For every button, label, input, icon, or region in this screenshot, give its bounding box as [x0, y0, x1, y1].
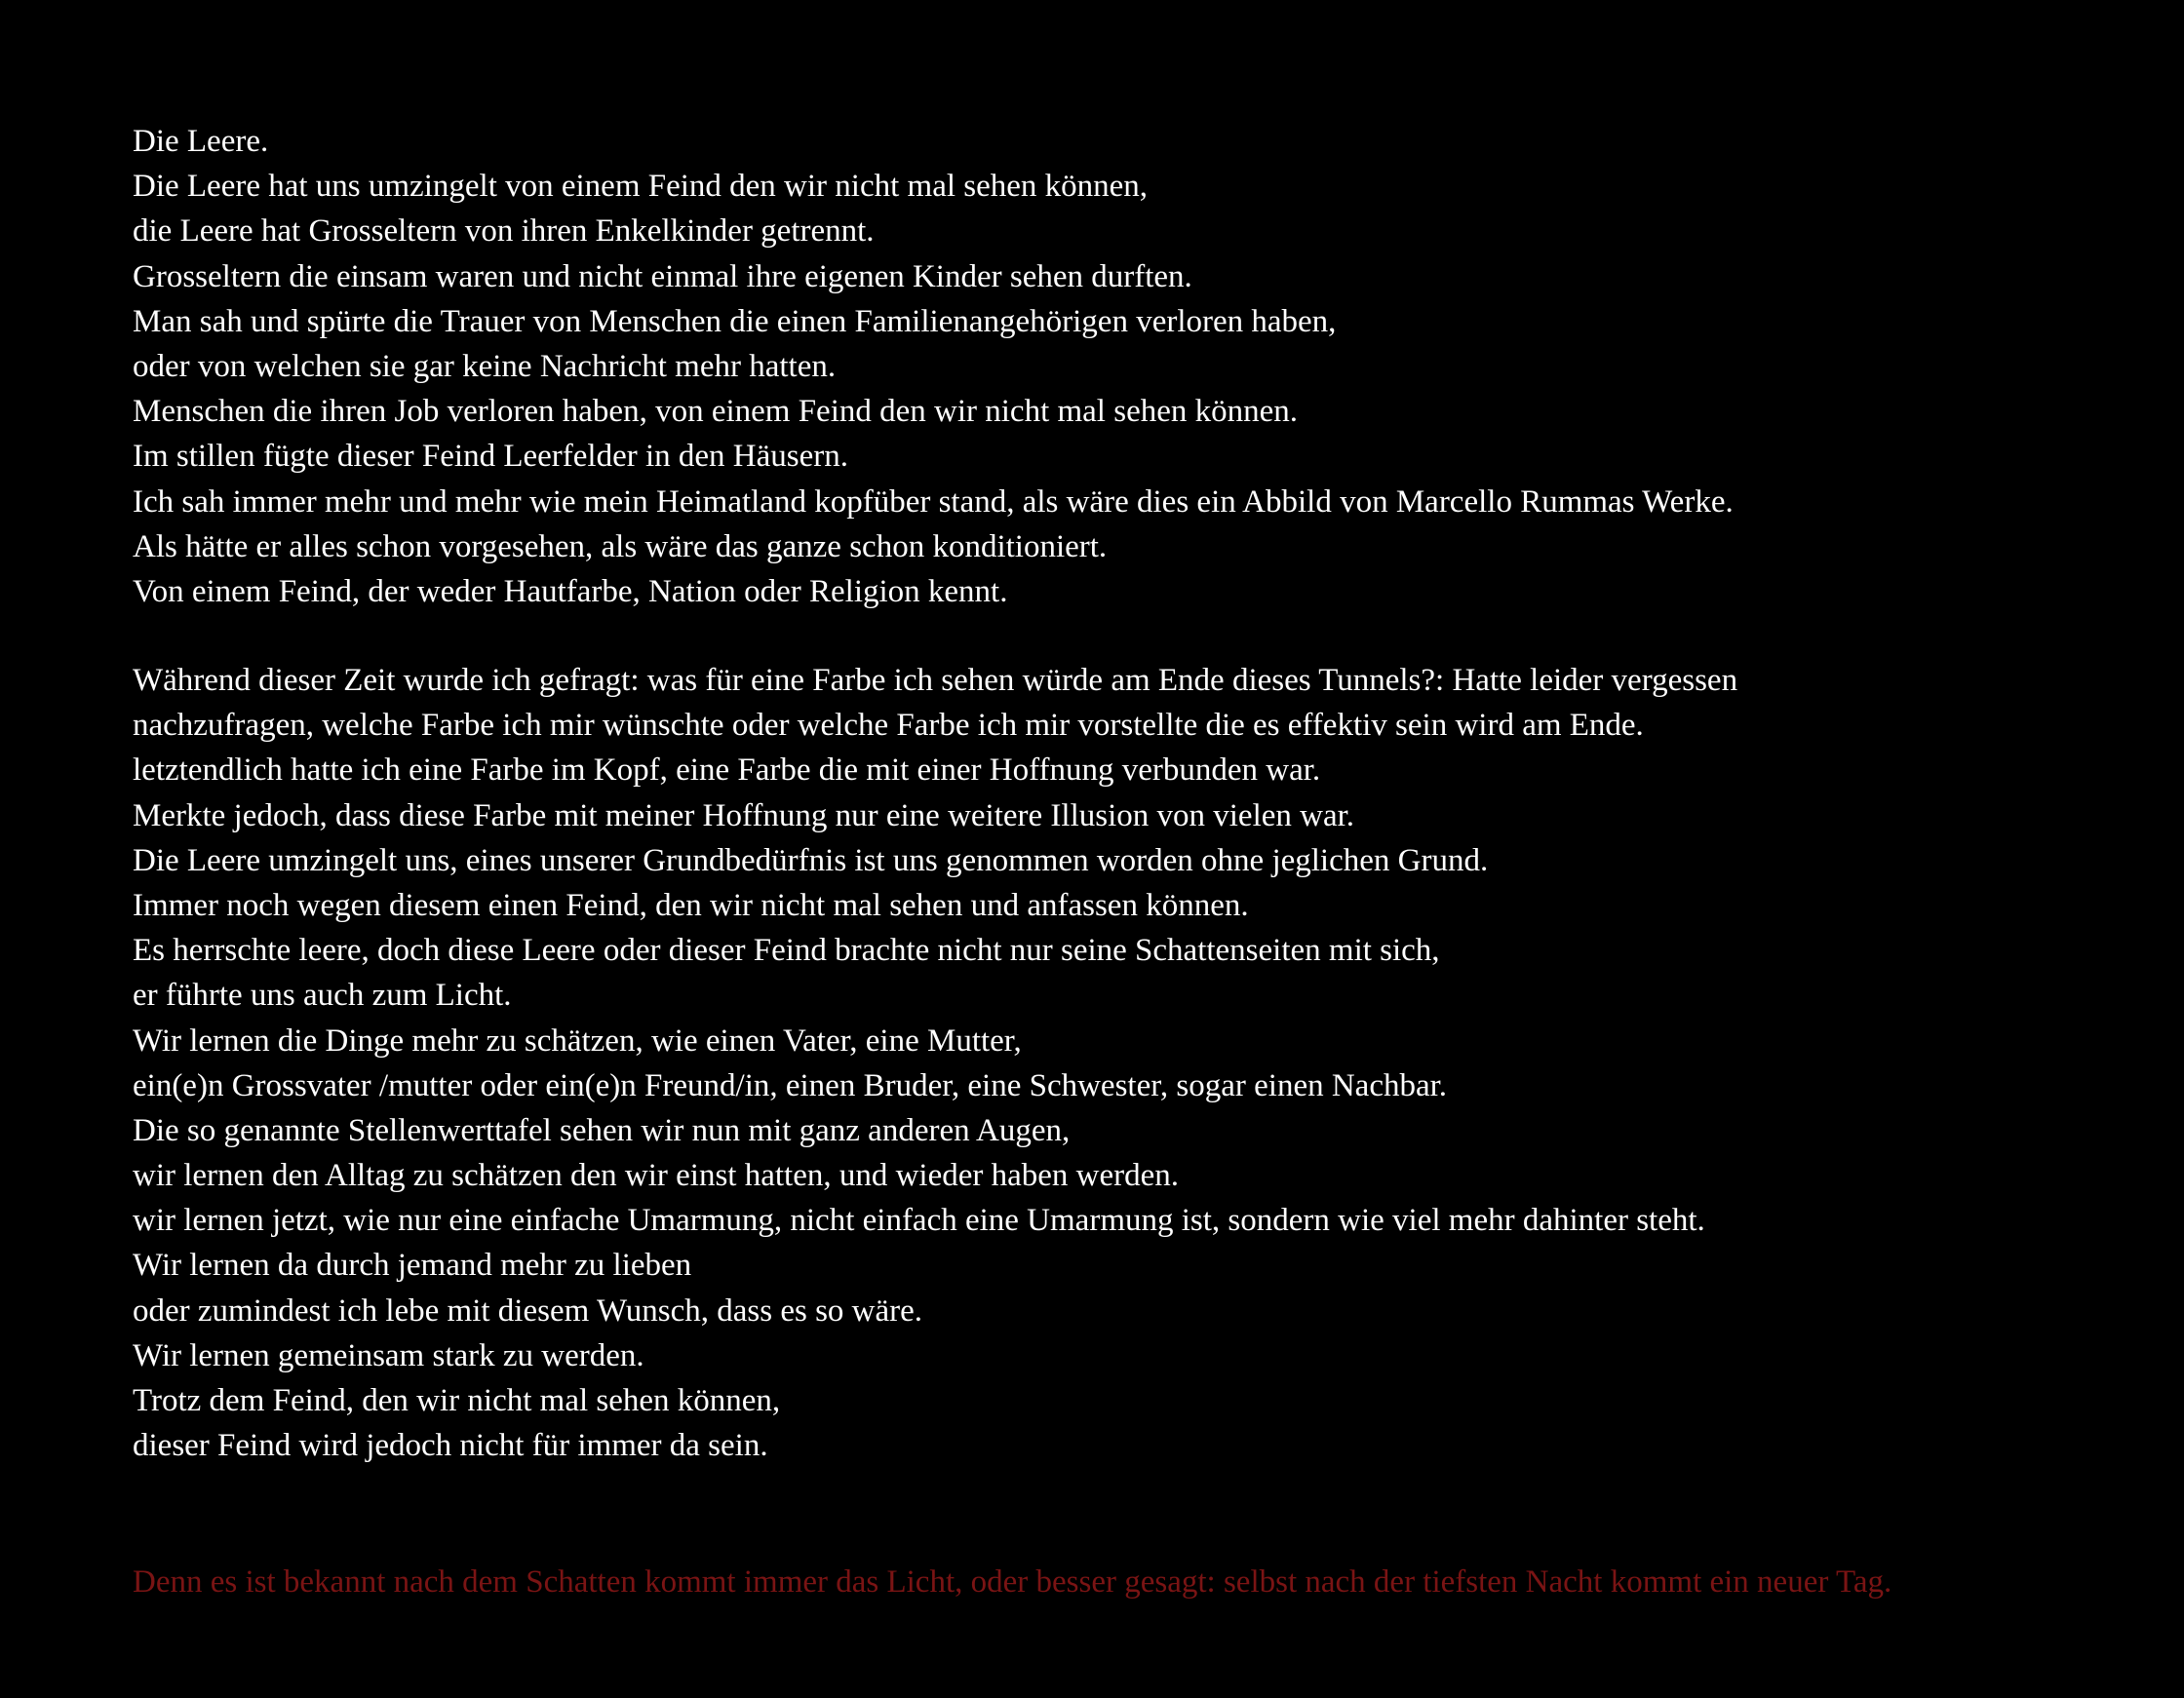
poem-line: er führte uns auch zum Licht. [133, 978, 512, 1014]
poem-line: Die Leere hat uns umzingelt von einem Feind den wir nicht mal sehen können, [133, 169, 1149, 205]
poem-line: wir lernen jetzt, wie nur eine einfache Umarmung, nicht einfach eine Umarmung ist, sondern wie viel mehr dahinter steht. [133, 1203, 1705, 1239]
poem-line: ein(e)n Grossvater /mutter oder ein(e)n Freund/in, einen Bruder, eine Schwester, sogar einen Nachbar. [133, 1067, 1448, 1103]
poem-line: Merkte jedoch, dass diese Farbe mit meiner Hoffnung nur eine weitere Illusion von vielen war. [133, 797, 1355, 833]
poem-line: Es herrschte leere, doch diese Leere oder dieser Feind brachte nicht nur seine Schattenseiten mit sich, [133, 933, 1440, 969]
poem-line: Wir lernen da durch jemand mehr zu lieben [133, 1248, 692, 1284]
stanza-2 [133, 658, 1737, 1468]
poem-line: Wir lernen die Dinge mehr zu schätzen, wie einen Vater, eine Mutter, [133, 1023, 1022, 1059]
poem-line: Ich sah immer mehr und mehr wie mein Heimatland kopfüber stand, als wäre dies ein Abbild von Marcello Rummas Werke. [133, 483, 1734, 520]
poem-line: Die so genannte Stellenwerttafel sehen wir nun mit ganz anderen Augen, [133, 1112, 1071, 1148]
poem-line: Als hätte er alles schon vorgesehen, als wäre das ganze schon konditioniert. [133, 528, 1108, 564]
stanza-1 [133, 119, 1734, 614]
poem-line: die Leere hat Grosseltern von ihren Enkelkinder getrennt. [133, 213, 875, 250]
poem-line: Trotz dem Feind, den wir nicht mal sehen können, [133, 1383, 781, 1418]
poem-line: oder zumindest ich lebe mit diesem Wunsch, dass es so wäre. [133, 1293, 923, 1329]
poem-line: oder von welchen sie gar keine Nachricht mehr hatten. [133, 348, 837, 384]
poem-line: nachzufragen, welche Farbe ich mir wünschte oder welche Farbe ich mir vorstellte die es effektiv sein wird am Ende. [133, 708, 1644, 744]
poem-line: Die Leere. [133, 124, 269, 159]
poem-line: Von einem Feind, der weder Hautfarbe, Nation oder Religion kennt. [133, 573, 1008, 609]
poem-line: dieser Feind wird jedoch nicht für immer da sein. [133, 1428, 768, 1464]
poem-line: letztendlich hatte ich eine Farbe im Kopf, eine Farbe die mit einer Hoffnung verbunden war. [133, 753, 1321, 789]
poem-line: Menschen die ihren Job verloren haben, von einem Feind den wir nicht mal sehen können. [133, 394, 1299, 430]
poem-line: Die Leere umzingelt uns, eines unserer Grundbedürfnis ist uns genommen worden ohne jeglichen Grund. [133, 842, 1489, 878]
poem-line: Während dieser Zeit wurde ich gefragt: was für eine Farbe ich sehen würde am Ende dieses Tunnels?: Hatte leider vergessen [133, 663, 1738, 698]
poem-line: wir lernen den Alltag zu schätzen den wir einst hatten, und wieder haben werden. [133, 1158, 1180, 1194]
poem-line: Man sah und spürte die Trauer von Menschen die einen Familienangehörigen verloren haben, [133, 303, 1337, 339]
poem-line: Immer noch wegen diesem einen Feind, den wir nicht mal sehen und anfassen können. [133, 887, 1249, 923]
poem-line: Grosseltern die einsam waren und nicht einmal ihre eigenen Kinder sehen durften. [133, 258, 1192, 294]
poem-line: Wir lernen gemeinsam stark zu werden. [133, 1337, 644, 1373]
closing-line: Denn es ist bekannt nach dem Schatten kommt immer das Licht, oder besser gesagt: selbst nach der tiefsten Nacht kommt ein neuer Tag. [133, 1564, 1892, 1600]
poem-line: Im stillen fügte dieser Feind Leerfelder in den Häusern. [133, 439, 848, 475]
